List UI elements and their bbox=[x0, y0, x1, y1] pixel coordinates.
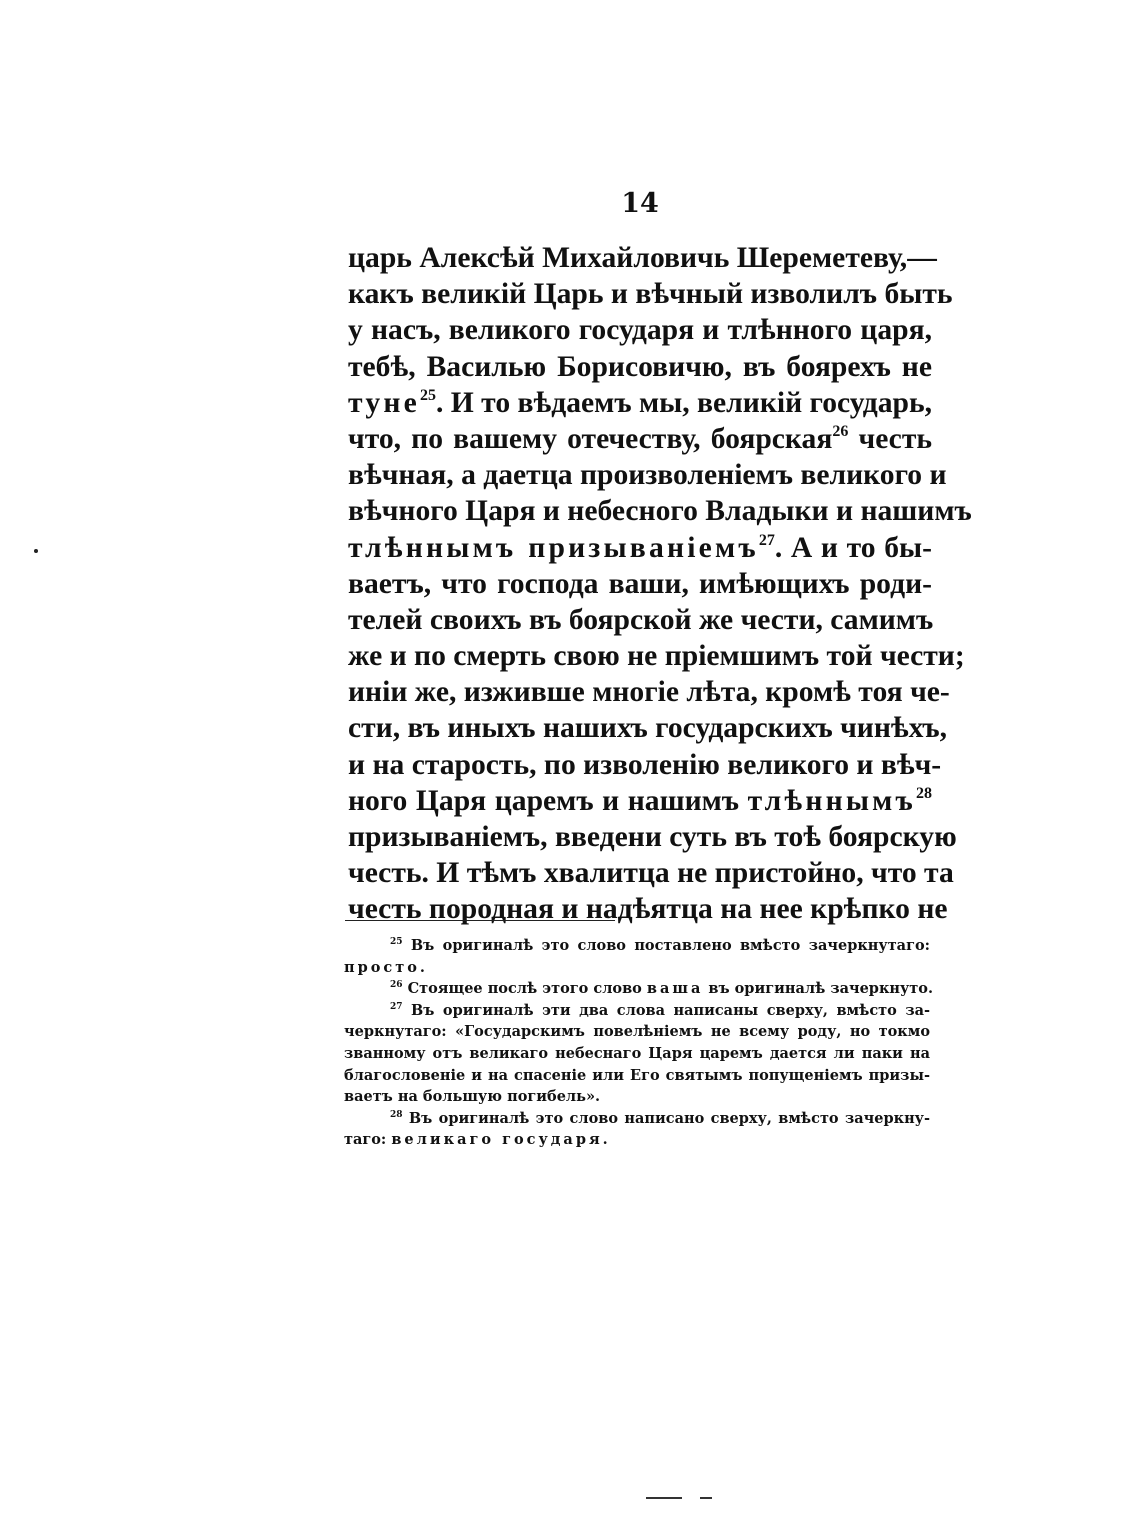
text-line bbox=[348, 602, 932, 638]
footnote-text: званному отъ великаго небеснаго Царя царемъ дается ли паки на bbox=[344, 1044, 930, 1062]
footnote-separator bbox=[345, 920, 615, 921]
footnote-ref: 27 bbox=[758, 531, 775, 549]
text-line-content: сти, въ иныхъ нашихъ государскихъ чинѣхъ, bbox=[348, 712, 947, 745]
text-line bbox=[348, 457, 947, 493]
text-line-content: тебѣ, Василью Борисовичю, въ боярехъ не bbox=[348, 350, 932, 383]
footnote-text: черкнутаго: «Государскимъ повелѣніемъ не всему роду, но токмо bbox=[344, 1023, 930, 1041]
footnotes bbox=[344, 935, 934, 1151]
scan-mark bbox=[646, 1497, 682, 1499]
page-number: 14 bbox=[621, 188, 659, 219]
spaced-word: тлѣннымъ призываніемъ bbox=[348, 531, 759, 564]
text-line bbox=[348, 674, 950, 710]
text-line-content: же и по смерть свою не пріемшимъ той чести; bbox=[348, 640, 965, 673]
footnote-line bbox=[344, 1129, 930, 1151]
text-line-content: . А и то бы- bbox=[774, 531, 932, 564]
text-line bbox=[348, 891, 948, 927]
text-line bbox=[348, 312, 932, 348]
footnote-line bbox=[344, 1086, 930, 1108]
footnote-text: Въ оригиналѣ это слово написано сверху, вмѣсто зачеркну- bbox=[408, 1109, 930, 1127]
text-line-content: честь. И тѣмъ хвалитца не пристойно, что та bbox=[348, 857, 954, 890]
text-line-content: у насъ, великого государя и тлѣнного царя, bbox=[348, 314, 932, 347]
text-line-content: и на старость, по изволенію великого и вѣч- bbox=[348, 748, 942, 781]
text-line-content: . И то вѣдаемъ мы, великій государь, bbox=[435, 386, 932, 419]
text-line-content: честь породная и надѣятца на нее крѣпко не bbox=[348, 893, 948, 926]
footnote-text: просто. bbox=[344, 958, 428, 976]
text-line bbox=[348, 530, 932, 566]
text-line bbox=[348, 747, 942, 783]
text-line-content: иніи же, изживше многіе лѣта, кромѣ тоя че- bbox=[348, 676, 950, 709]
footnote-line bbox=[344, 1065, 930, 1087]
text-line bbox=[348, 819, 957, 855]
footnote-line bbox=[344, 1000, 930, 1022]
text-line-content: призываніемъ, введени суть въ тоѣ боярскую bbox=[348, 821, 957, 853]
footnote-line bbox=[344, 1108, 930, 1130]
footnote-spaced-word: великаго государя. bbox=[391, 1131, 611, 1149]
text-line-content: вѣчного Царя и небесного Владыки и нашимъ bbox=[348, 495, 972, 528]
footnote-text: таго: bbox=[344, 1131, 392, 1149]
text-line-content: ного Царя царемъ и нашимъ bbox=[348, 784, 748, 817]
scan-mark bbox=[700, 1497, 712, 1499]
footnote-text: благословеніе и на спасеніе или Его святымъ попущеніемъ призы- bbox=[344, 1066, 930, 1084]
footnote-text: Въ оригиналѣ эти два слова написаны сверху, вмѣсто за- bbox=[411, 1001, 930, 1019]
text-line-content: царь Алексѣй Михайловичь Шереметеву,— bbox=[348, 242, 937, 274]
text-line-content: какъ великій Царь и вѣчный изволилъ быть bbox=[348, 278, 953, 311]
text-line bbox=[348, 493, 972, 529]
text-line bbox=[348, 240, 937, 276]
footnote-ref: 25 bbox=[419, 386, 436, 404]
text-line bbox=[348, 638, 965, 674]
text-line bbox=[348, 855, 954, 891]
text-line-content: что, по вашему отечеству, боярская bbox=[348, 422, 833, 455]
footnote-line bbox=[344, 957, 930, 979]
text-line bbox=[348, 421, 932, 457]
text-line bbox=[348, 276, 953, 312]
footnote-ref: 28 bbox=[916, 784, 932, 802]
footnote-number: 28 bbox=[390, 1109, 403, 1120]
spaced-word: тлѣннымъ bbox=[747, 784, 916, 817]
footnote-number: 27 bbox=[390, 1001, 403, 1012]
scan-speck bbox=[34, 549, 38, 553]
footnote-number: 26 bbox=[390, 980, 403, 991]
text-line bbox=[348, 783, 932, 819]
footnote-line bbox=[344, 1043, 930, 1065]
footnote-line bbox=[344, 978, 934, 1000]
footnote-text: Стоящее послѣ этого слово bbox=[407, 980, 647, 998]
text-line-content: ваетъ, что господа ваши, имѣющихъ роди- bbox=[348, 567, 932, 600]
footnote-ref: 26 bbox=[832, 422, 849, 440]
footnote-number: 25 bbox=[390, 937, 403, 947]
footnote-text: въ оригиналѣ зачеркнуто. bbox=[703, 980, 934, 998]
footnote-text: Въ оригиналѣ это слово поставлено вмѣсто зачеркнутаго: bbox=[410, 937, 930, 954]
footnote-text: ваетъ на большую погибель». bbox=[344, 1088, 601, 1106]
text-line-content: честь bbox=[848, 422, 933, 455]
text-line bbox=[348, 566, 932, 602]
footnote-line bbox=[344, 935, 930, 957]
text-line bbox=[348, 385, 932, 421]
text-line bbox=[348, 710, 947, 746]
text-line bbox=[348, 349, 932, 385]
text-line-content: вѣчная, а даетца произволеніемъ великого и bbox=[348, 459, 947, 492]
footnote-spaced-word: ваша bbox=[646, 980, 704, 998]
footnote-line bbox=[344, 1021, 930, 1043]
text-line-content: телей своихъ въ боярской же чести, самимъ bbox=[348, 603, 934, 636]
spaced-word: туне bbox=[348, 386, 420, 419]
main-text bbox=[348, 240, 972, 928]
